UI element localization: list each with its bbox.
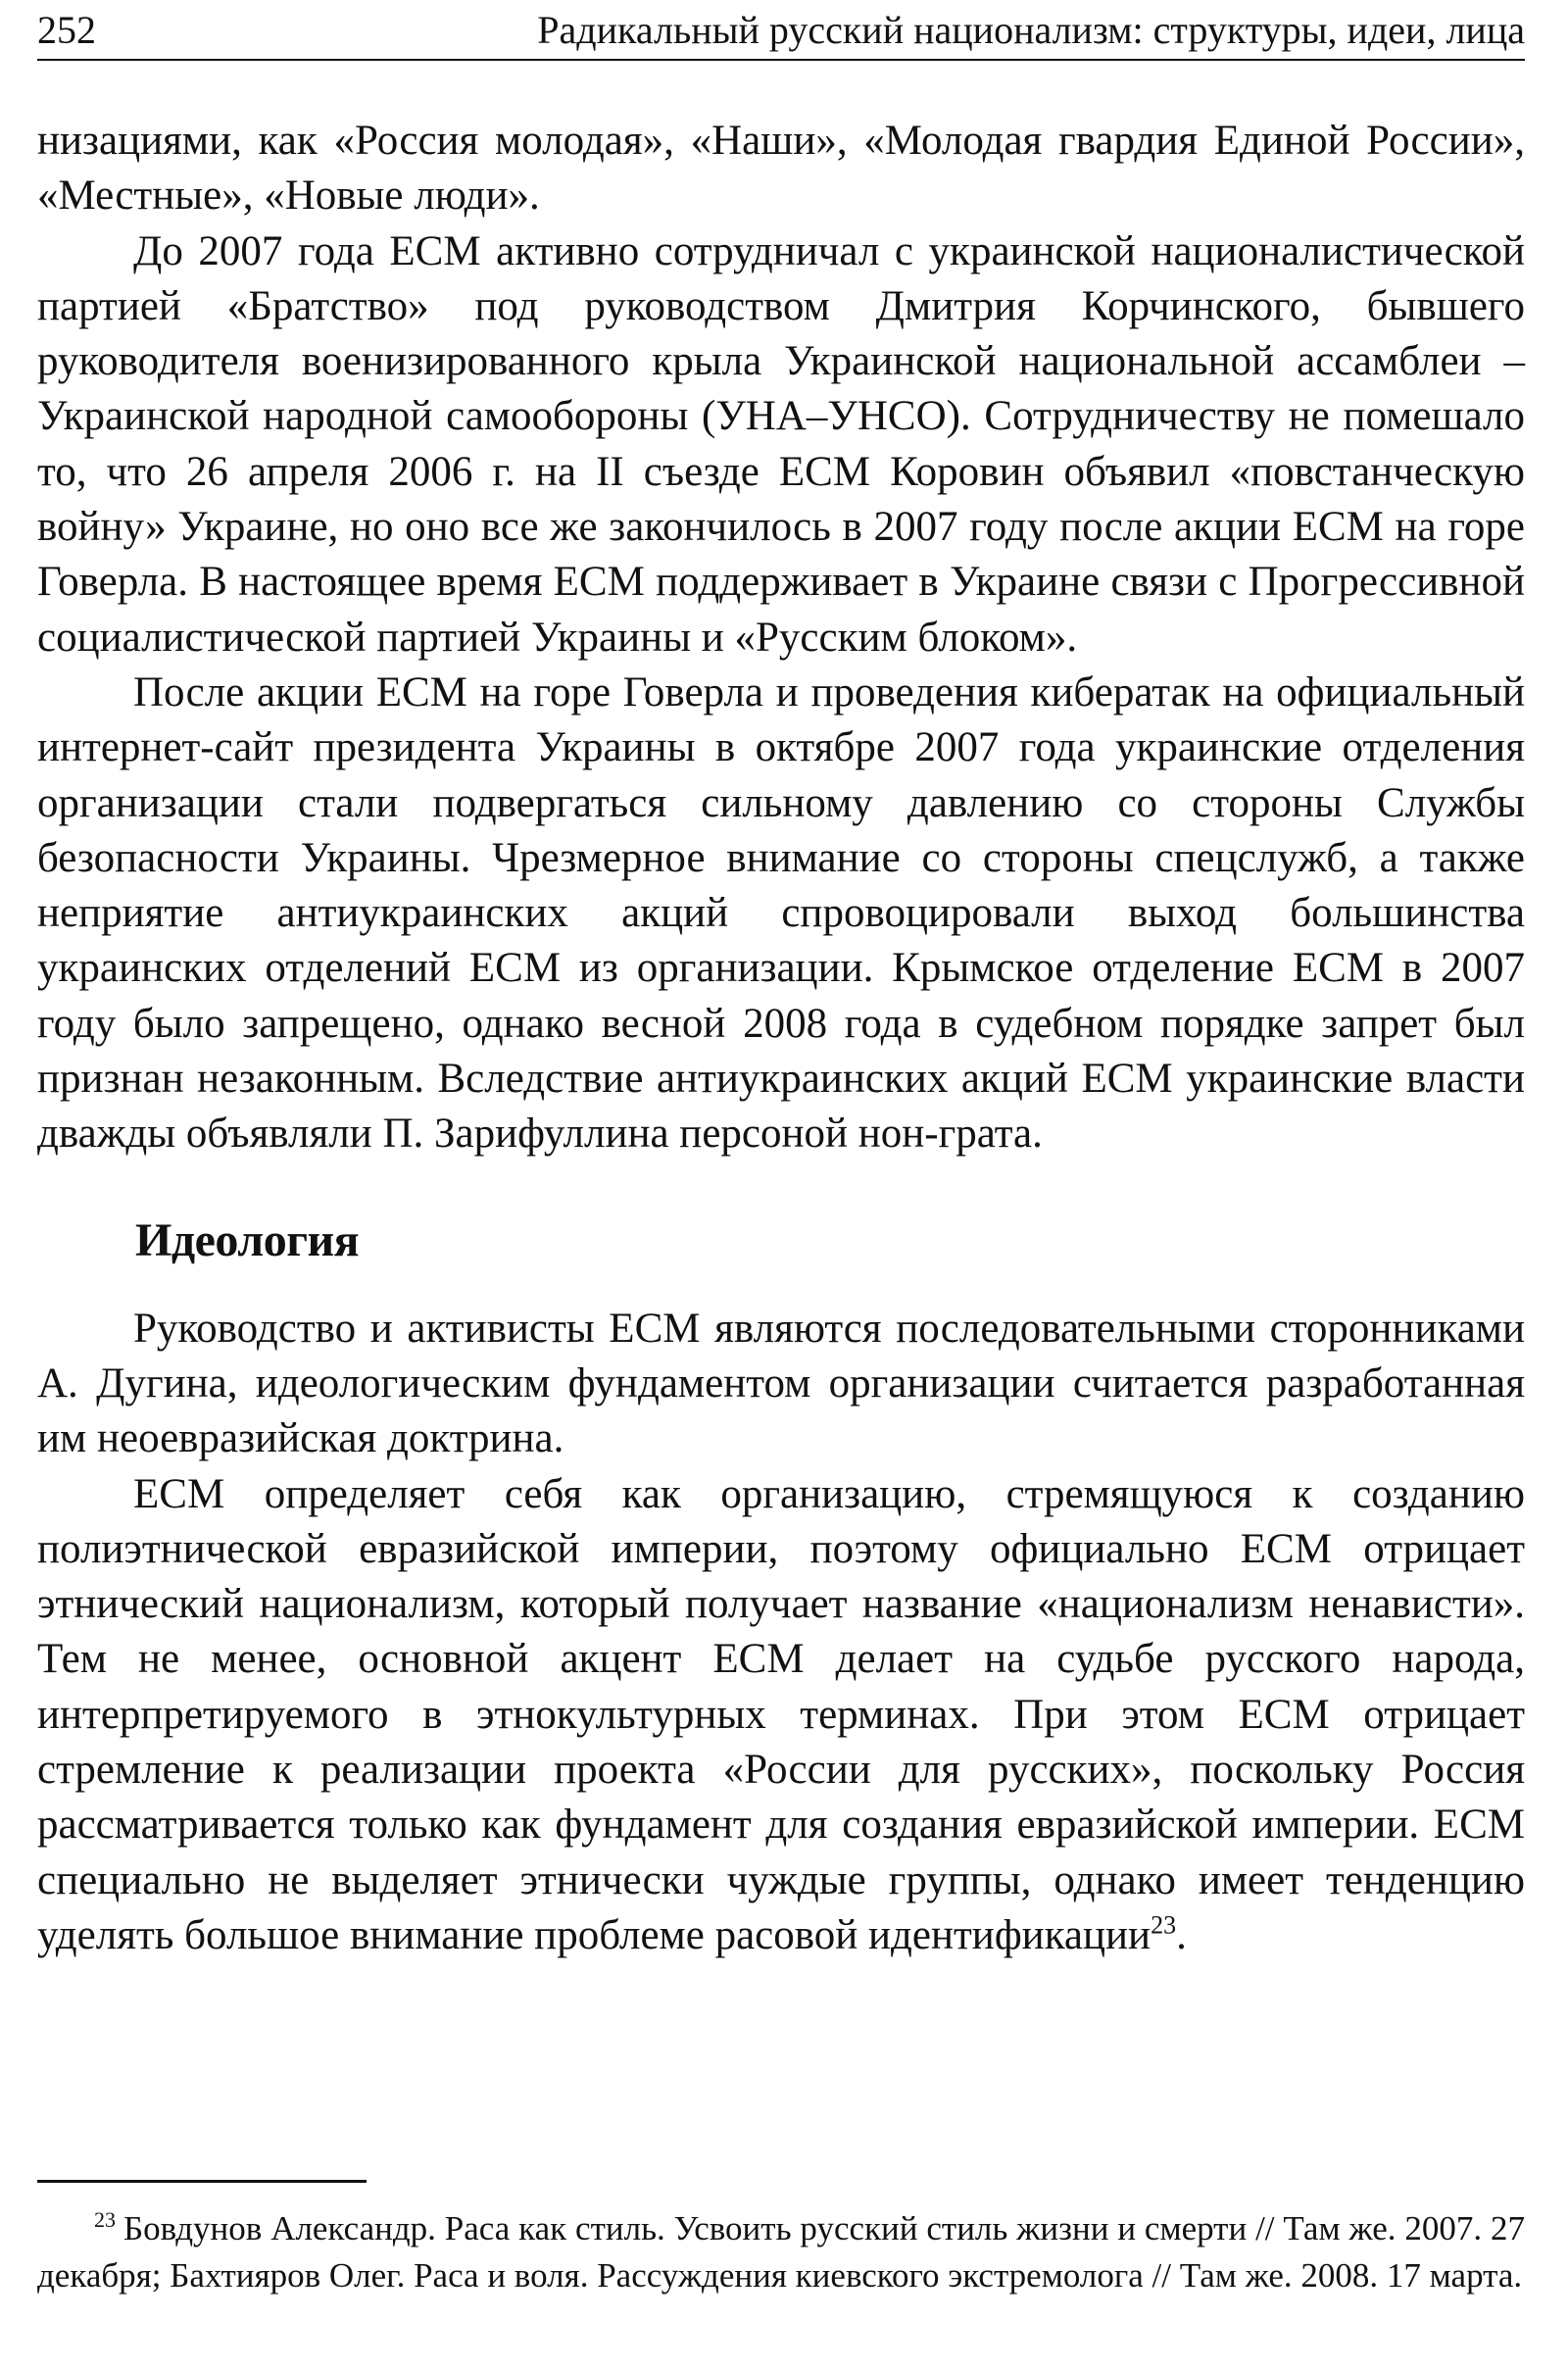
footnote-reference[interactable]: 23 [1151,1910,1177,1940]
main-text [37,114,1525,1963]
page-number: 252 [37,8,96,52]
paragraph-end-punctuation: . [1176,1911,1187,1958]
paragraph-with-footnote [37,1467,1525,1964]
footnote [37,2205,1525,2299]
section-heading: Идеология [135,1213,360,1266]
paragraph-continuation: низациями, как «Россия молодая», «Наши», «Молодая гвардия Единой России», «Местные», «Новые люди». [37,118,1525,220]
footnotes [37,2205,1525,2299]
paragraph: После акции ЕСМ на горе Говерла и проведения кибератак на официальный интернет-сайт президента Украины в октябре 2007 года украинские отделения организации стали подвергаться сильному давлению со стороны Службы безопасности Украины. Чрезмерное внимание со стороны спецслужб, а также неприятие антиукраинских акций спровоцировали выход большинства украинских отделений ЕСМ из организации. Крымское отделение ЕСМ в 2007 году было запрещено, однако весной 2008 года в судебном порядке запрет был признан незаконным. Вследствие антиукраинских акций ЕСМ украинские власти дважды объявляли П. Зарифуллина персоной нон-грата. [37,668,1525,1158]
footnote-number: 23 [94,2207,116,2233]
paragraph-text: ЕСМ определяет себя как организацию, стремящуюся к созданию полиэтнической евразийской империи, поэтому официально ЕСМ отрицает этнический национализм, который получает название «национализм ненависти». Тем не менее, основной акцент ЕСМ делает на судьбе русского народа, интерпретируемого в этнокультурных терминах. При этом ЕСМ отрицает стремление к реализации проекта «России для русских», поскольку Россия рассматривается только как фундамент для создания евразийской империи. ЕСМ специально не выделяет этнически чуждые группы, однако имеет тенденцию уделять большое внимание проблеме расовой идентификации [37,1470,1525,1958]
paragraph: До 2007 года ЕСМ активно сотрудничал с украинской националистической партией «Братство» под руководством Дмитрия Корчинского, бывшего руководителя военизированного крыла Украинской национальной ассамблеи – Украинской народной самообороны (УНА–УНСО). Сотрудничеству не помешало то, что 26 апреля 2006 г. на II съезде ЕСМ Коровин объявил «повстанческую войну» Украине, но оно все же закончилось в 2007 году после акции ЕСМ на горе Говерла. В настоящее время ЕСМ поддерживает в Украине связи с Прогрессивной социалистической партией Украины и «Русским блоком». [37,227,1525,661]
running-header-title: Радикальный русский национализм: структуры, идеи, лица [537,8,1525,52]
book-page [37,0,1525,2370]
paragraph: Руководство и активисты ЕСМ являются последовательными сторонниками А. Дугина, идеологическим фундаментом организации считается разработанная им неоевразийская доктрина. [37,1305,1525,1462]
footnote-text: Бовдунов Александр. Раса как стиль. Усвоить русский стиль жизни и смерти // Там же. 2007. 27 декабря; Бахтияров Олег. Раса и воля. Рассуждения киевского экстремолога // Там же. 2008. 17 марта. [37,2209,1525,2295]
running-header [37,6,1525,61]
footnote-divider [37,2180,367,2183]
